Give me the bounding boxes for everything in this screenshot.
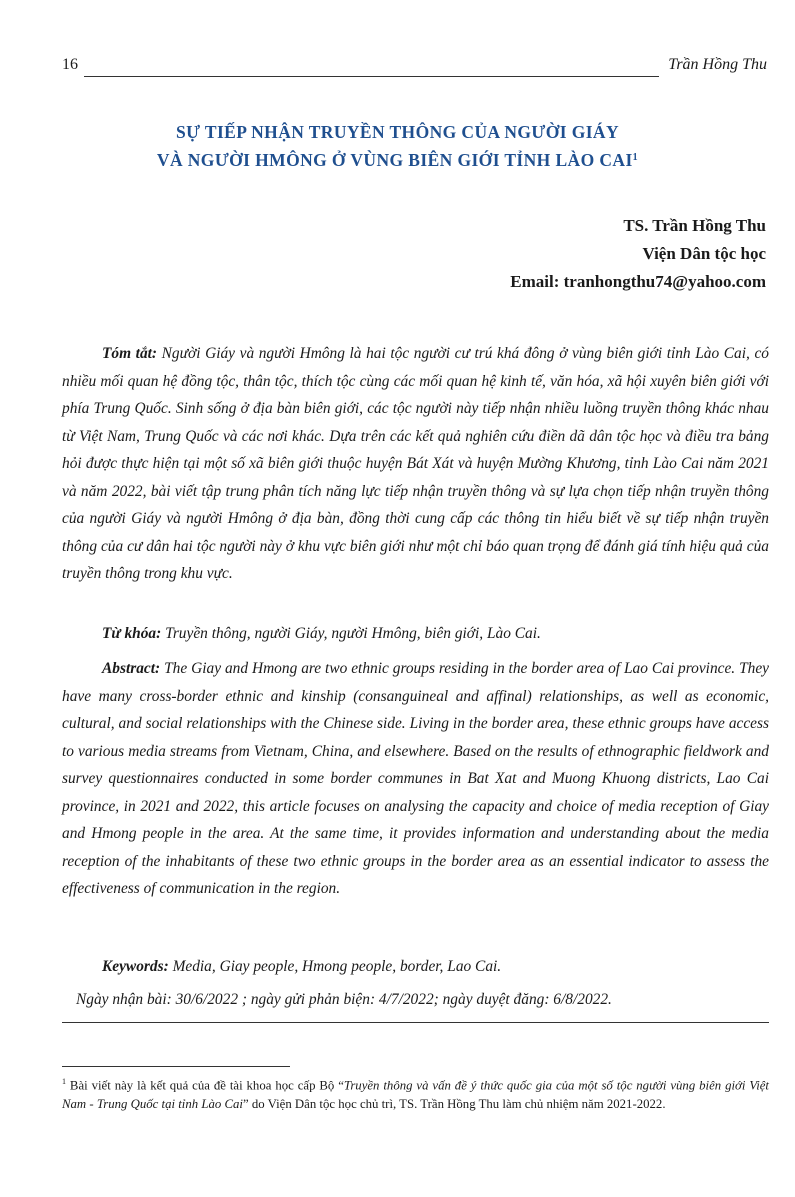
author-name: TS. Trần Hồng Thu [623,216,766,235]
header-rule [84,76,659,77]
abstract-vi-label: Tóm tắt: [102,345,158,362]
keywords-english [62,953,769,981]
footnote-mark: 1 [62,1077,66,1086]
title-line-1: SỰ TIẾP NHẬN TRUYỀN THÔNG CỦA NGƯỜI GIÁY [175,122,620,142]
keywords-vi-text: Truyền thông, người Giáy, người Hmông, biên giới, Lào Cai. [165,625,541,642]
page-number: 16 [62,56,78,73]
keywords-en-label: Keywords: [102,958,169,975]
footnote-rule [62,1066,290,1067]
keywords-vi-label: Từ khóa: [102,625,162,642]
page-header [62,56,767,80]
running-author: Trần Hồng Thu [668,56,767,73]
article-title [40,118,755,174]
abstract-en-text: The Giay and Hmong are two ethnic groups residing in the border area of Lao Cai province. They have many cross-border ethnic and kinship (consanguineal and affinal) relationships, as well as economic, cultural, and social relationships with the Chinese side. Living in the border area, these ethnic groups have access to various media streams from Vietnam, China, and elsewhere. Based on the results of ethnographic fieldwork and survey questionnaires conducted in some border communes in Bat Xat and Muong Khuong districts, Lao Cai province, in 2021 and 2022, this article focuses on analysing the capacity and choice of media reception of Giay and Hmong people in the area. At the same time, it provides information and understanding about the media reception of the inhabitants of these two ethnic groups in the border area as an essential indicator to assess the effectiveness of communication in the region. [62,660,769,897]
author-affiliation: Viện Dân tộc học [642,244,766,263]
abstract-vi-text: Người Giáy và người Hmông là hai tộc người cư trú khá đông ở vùng biên giới tỉnh Lào Cai, có nhiều mối quan hệ đồng tộc, thân tộc, thích tộc cùng các mối quan hệ kinh tế, văn hóa, xã hội xuyên biên giới với phía Trung Quốc. Sinh sống ở địa bàn biên giới, các tộc người này tiếp nhận nhiều luồng truyền thông khác nhau từ Việt Nam, Trung Quốc và các nơi khác. Dựa trên các kết quả nghiên cứu điền dã dân tộc học và điều tra bảng hỏi được thực hiện tại một số xã biên giới thuộc huyện Bát Xát và huyện Mường Khương, tỉnh Lào Cai năm 2021 và năm 2022, bài viết tập trung phân tích năng lực tiếp nhận truyền thông và sự lựa chọn tiếp nhận truyền thông của người Giáy và người Hmông ở địa bàn, đồng thời cung cấp các thông tin hiểu biết về sự tiếp nhận truyền thông của cư dân hai tộc người này ở khu vực biên giới như một chỉ báo quan trọng để đánh giá tính hiệu quả của truyền thông trong khu vực. [62,345,769,582]
submission-dates: Ngày nhận bài: 30/6/2022 ; ngày gửi phản biện: 4/7/2022; ngày duyệt đăng: 6/8/2022. [76,991,612,1008]
author-email: Email: tranhongthu74@yahoo.com [510,272,766,291]
footnote-part2: ” do Viện Dân tộc học chủ trì, TS. Trần Hồng Thu làm chủ nhiệm năm 2021-2022. [242,1097,666,1112]
keywords-vietnamese [62,620,769,648]
dates-divider [62,1022,769,1023]
abstract-english [62,655,769,903]
abstract-en-label: Abstract: [102,660,161,677]
title-line-2-text: VÀ NGƯỜI HMÔNG Ở VÙNG BIÊN GIỚI TỈNH LÀO CAI [156,150,633,170]
footnote-project-title: Truyền thông và vấn đề ý thức quốc gia của một số tộc người vùng biên giới Việt Nam - Trung Quốc tại tỉnh Lào Cai [62,1078,769,1112]
title-line-2 [40,146,755,174]
keywords-en-text: Media, Giay people, Hmong people, border, Lao Cai. [172,958,502,975]
footnote-part1: Bài viết này là kết quả của đề tài khoa học cấp Bộ “ [69,1078,344,1093]
abstract-vietnamese [62,340,769,588]
author-block [510,212,766,296]
footnote [62,1072,769,1114]
title-footnote-mark: 1 [632,152,639,163]
